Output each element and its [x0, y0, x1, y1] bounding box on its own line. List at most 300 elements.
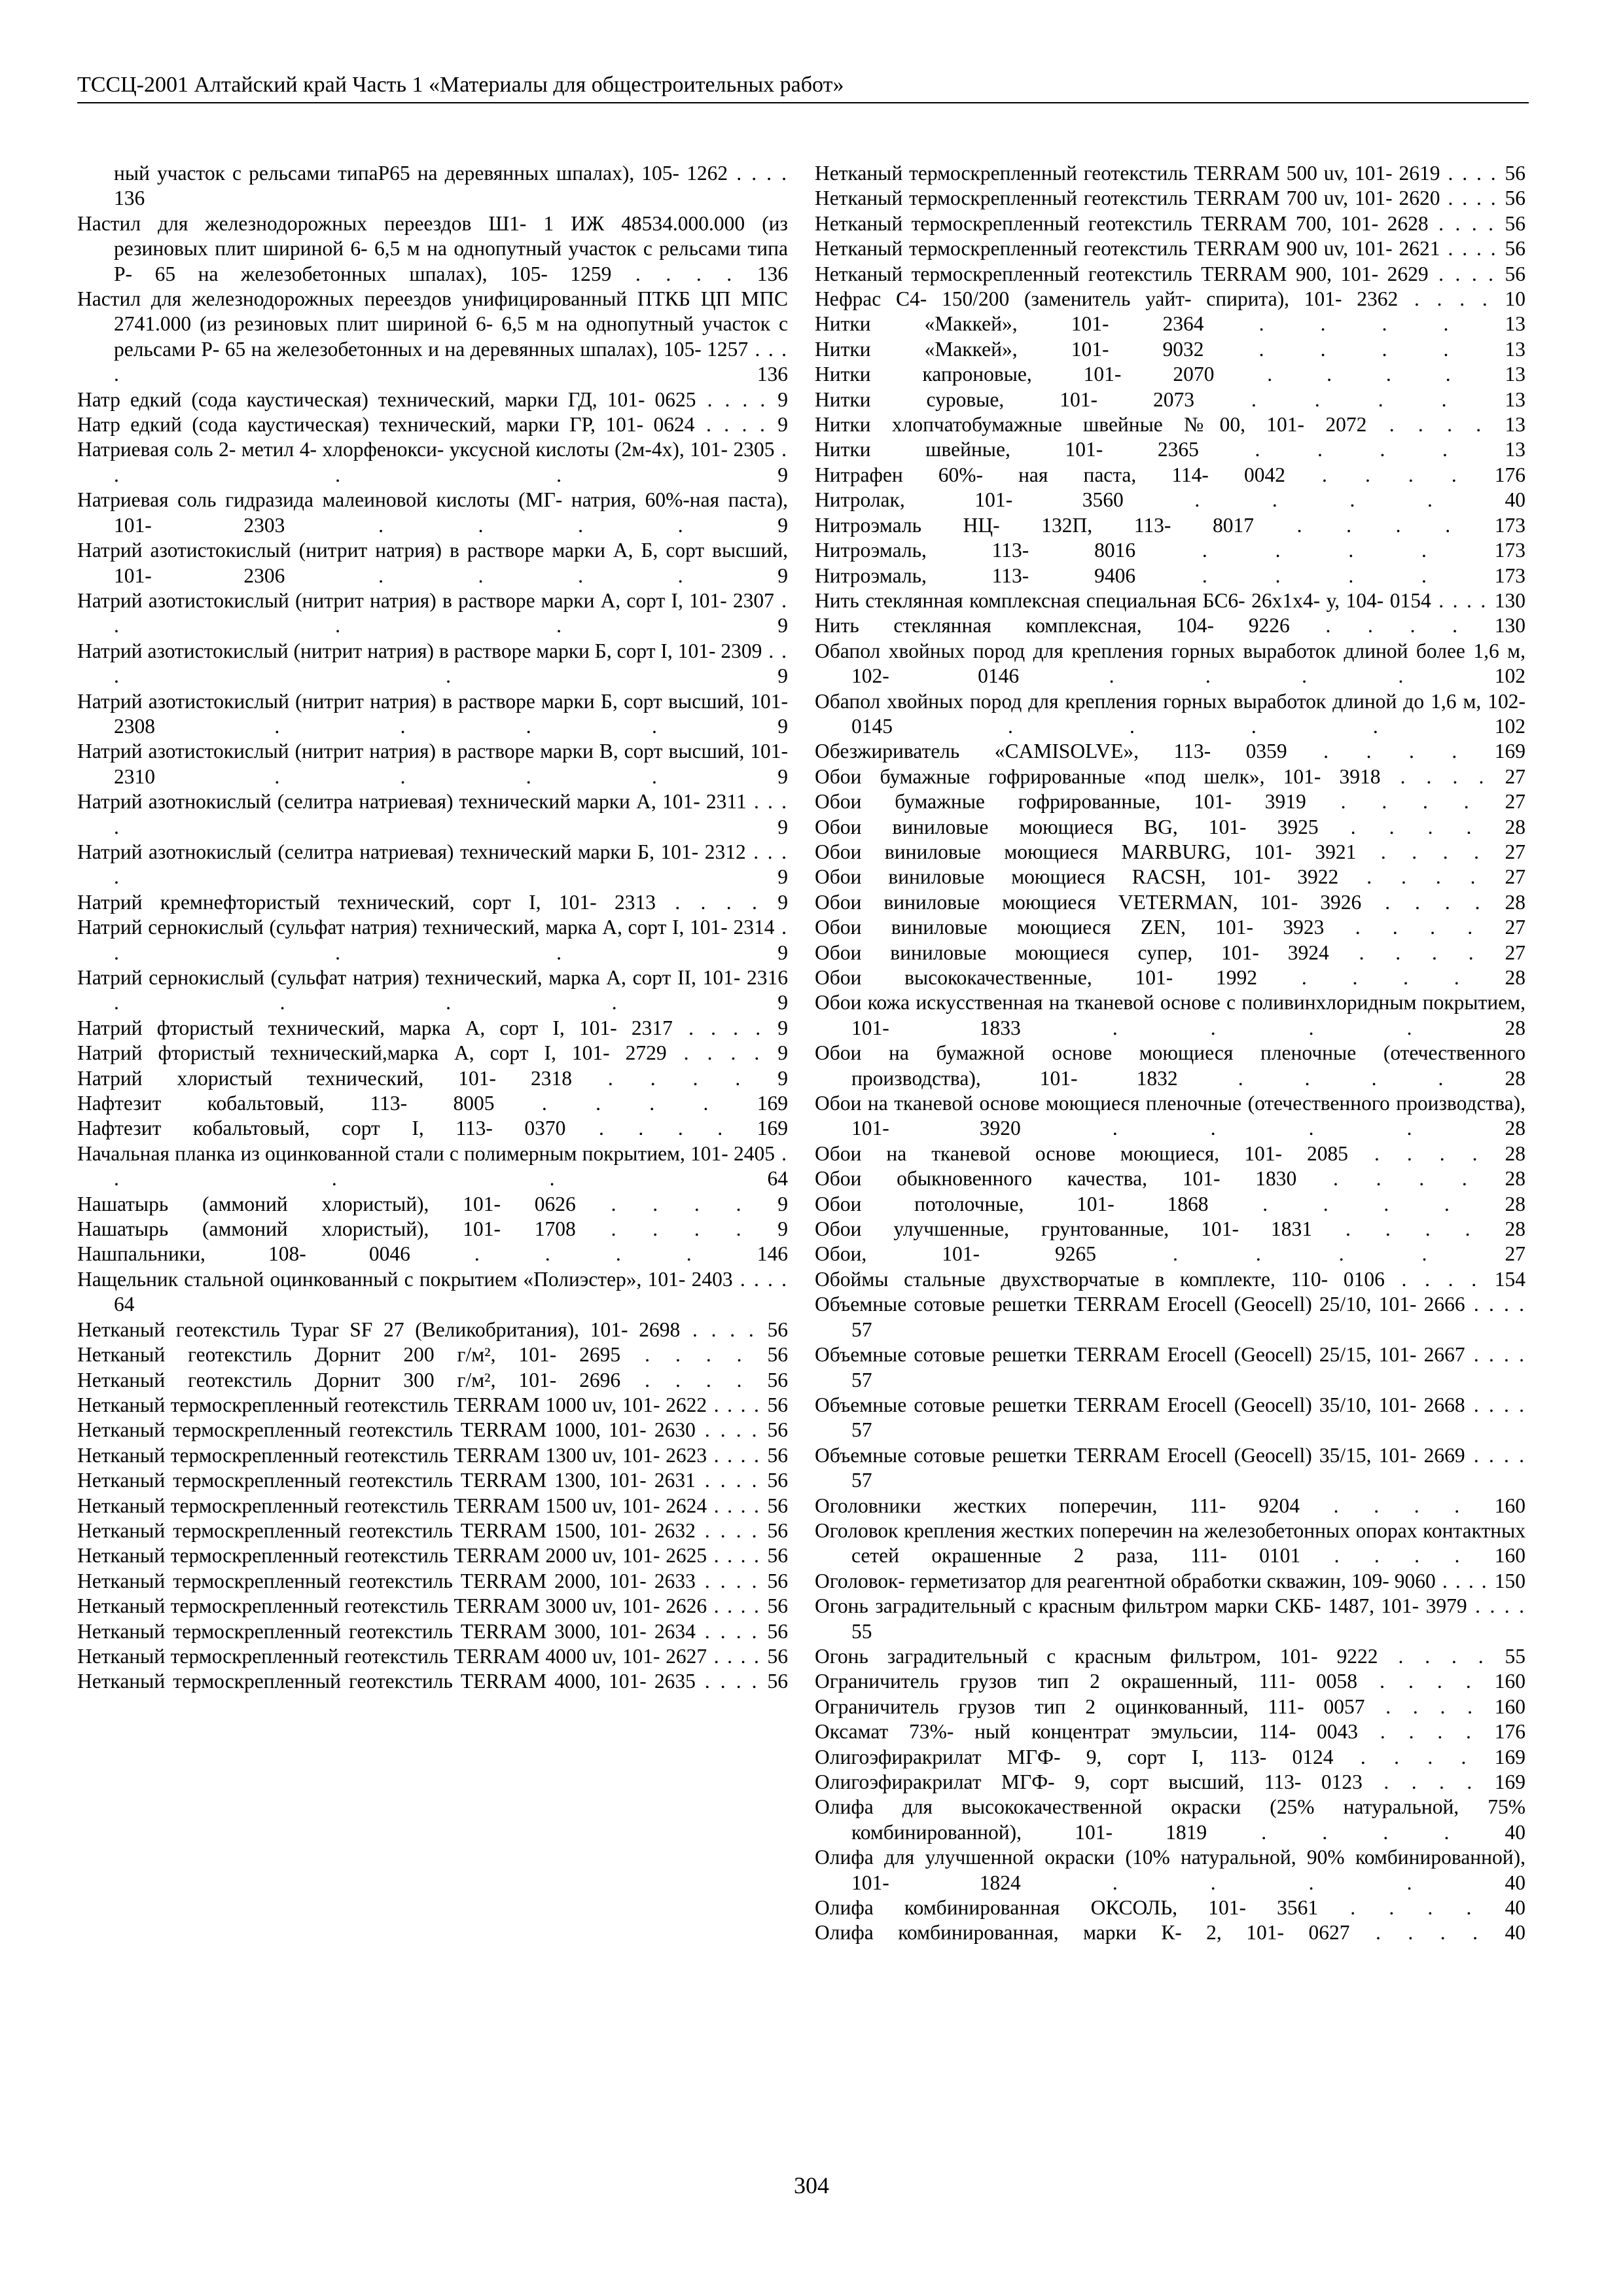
entry-text: Ограничитель грузов тип 2 оцинкованный, 111- 0057: [815, 1695, 1365, 1718]
leader-dots: . . . .: [1347, 1141, 1505, 1165]
entry-text: Олифа для высококачественной окраски (25% натуральной, 75% комбинированной), 101- 1819: [815, 1795, 1525, 1844]
leader-dots: . . . .: [1019, 664, 1495, 688]
index-entry: [815, 513, 1525, 538]
leader-dots: . . . .: [494, 1092, 757, 1115]
leader-dots: . . . .: [285, 564, 778, 587]
entry-page: 9: [777, 664, 788, 688]
entry-text: Нетканый термоскрепленный геотекстиль TERRAM 900 uv, 101- 2621: [815, 237, 1440, 260]
entry-page: 40: [1505, 1820, 1525, 1844]
index-entry: [815, 941, 1525, 965]
index-entry: [77, 1494, 788, 1518]
leader-dots: . . . .: [1020, 1871, 1505, 1894]
entry-text: Натрий фтористый технический,марка А, сорт I, 101- 2729: [77, 1041, 667, 1065]
entry-text: Нитки хлопчатобумажные швейные №00, 101- 2072: [815, 413, 1367, 437]
leader-dots: . . . .: [707, 1494, 768, 1517]
entry-page: 9: [777, 764, 788, 788]
index-entry: [77, 1418, 788, 1443]
entry-text: Обои бумажные гофрированные «под шелк», 101- 3918: [815, 764, 1381, 788]
index-entry: [77, 1619, 788, 1644]
entry-text: Начальная планка из оцинкованной стали с полимерным покрытием, 101- 2405: [77, 1141, 775, 1165]
entry-page: 28: [1505, 1167, 1526, 1191]
entry-page: 56: [1505, 162, 1526, 185]
leader-dots: . . . .: [1123, 488, 1505, 512]
leader-dots: . . . .: [114, 790, 789, 838]
entry-page: 56: [767, 1494, 789, 1517]
leader-dots: . . . .: [1318, 815, 1505, 838]
entry-text: Нетканый термоскрепленный геотекстиль TERRAM 2000, 101- 2633: [77, 1569, 696, 1592]
entry-page: 40: [1505, 488, 1526, 512]
leader-dots: . . . .: [1431, 588, 1495, 612]
entry-page: 130: [1494, 614, 1525, 637]
running-header: ТССЦ-2001 Алтайский край Часть 1 «Материалы для общестроительных работ»: [77, 71, 1529, 103]
index-entry: [815, 1895, 1525, 1920]
leader-dots: . . . .: [285, 513, 778, 537]
index-entry: [815, 639, 1525, 689]
index-entry: [77, 1066, 788, 1091]
index-entry: [815, 1242, 1525, 1266]
leader-dots: . . . .: [696, 387, 778, 411]
index-entry: [815, 613, 1525, 638]
entry-page: 9: [777, 1066, 788, 1090]
index-entry: [815, 840, 1525, 865]
leader-dots: . . . .: [114, 1141, 789, 1191]
entry-text: Нетканый термоскрепленный геотекстиль TERRAM 1500, 101- 2632: [77, 1518, 696, 1542]
leader-dots: . . . .: [1467, 1594, 1526, 1618]
entry-text: Натрий кремнефтористый технический, сорт I, 101- 2313: [77, 890, 656, 914]
index-entry: [77, 1141, 788, 1192]
index-entry: [815, 1267, 1525, 1292]
entry-text: Натрий азотистокислый (нитрит натрия) в растворе марки А, Б, сорт высший, 101- 2306: [77, 539, 788, 587]
index-entry: [77, 1342, 788, 1367]
entry-text: Нитроэмаль, 113- 8016: [815, 539, 1136, 562]
entry-page: 56: [1505, 187, 1526, 210]
entry-page: 56: [767, 1569, 789, 1592]
entry-text: Нитки швейные, 101- 2365: [815, 438, 1199, 461]
entry-page: 56: [767, 1619, 789, 1643]
entry-page: 13: [1505, 363, 1525, 386]
entry-text: Нитроэмаль НЦ- 132П, 113- 8017: [815, 513, 1254, 537]
leader-dots: . . . .: [1306, 790, 1505, 814]
leader-dots: . . . .: [1194, 387, 1505, 411]
leader-dots: . . . .: [1465, 1393, 1525, 1416]
entry-text: Нефрас С4- 150/200 (заменитель уайт- спирита), 101- 2362: [815, 287, 1399, 311]
leader-dots: . . . .: [114, 840, 788, 889]
entry-text: Объемные сотовые решетки TERRAM Erocell (Geocell) 35/10, 101- 2668: [815, 1393, 1465, 1416]
entry-page: 150: [1494, 1569, 1525, 1592]
leader-dots: . . . .: [666, 1041, 778, 1065]
leader-dots: . . . .: [680, 1318, 768, 1341]
entry-page: 55: [851, 1619, 872, 1643]
index-entry: [815, 915, 1525, 940]
leader-dots: . . . .: [1135, 539, 1495, 562]
entry-text: Олифа для улучшенной окраски (10% натуральной, 90% комбинированной), 101- 1824: [815, 1846, 1525, 1894]
entry-page: 102: [1494, 714, 1525, 738]
index-entry: [77, 1518, 788, 1543]
entry-text: Нетканый геотекстиль Typar SF 27 (Великобритания), 101- 2698: [77, 1318, 681, 1341]
leader-dots: . . . .: [1398, 287, 1505, 311]
leader-dots: . . . .: [114, 639, 788, 688]
index-entry: [815, 186, 1525, 211]
entry-page: 160: [1494, 1544, 1525, 1568]
leader-dots: . . . .: [707, 1544, 768, 1568]
entry-page: 57: [851, 1318, 872, 1341]
index-entry: [77, 412, 788, 437]
index-entry: [815, 689, 1525, 740]
entry-text: Нитки «Маккей», 101- 9032: [815, 337, 1204, 361]
entry-page: 169: [757, 1092, 789, 1115]
index-entry: [815, 337, 1525, 362]
leader-dots: . . . .: [1465, 1293, 1525, 1316]
entry-page: 136: [757, 363, 788, 386]
entry-text: Оголовники жестких поперечин, 111- 9204: [815, 1494, 1300, 1517]
index-entry: [815, 564, 1525, 588]
entry-page: 56: [767, 1418, 789, 1442]
entry-page: 28: [1505, 1066, 1525, 1090]
entry-page: 9: [777, 815, 788, 838]
entry-text: Натрий сернокислый (сульфат натрия) технический, марка А, сорт II, 101- 2316: [77, 966, 788, 989]
leader-dots: . . . .: [410, 1242, 757, 1266]
leader-dots: . . . .: [1020, 1016, 1505, 1039]
entry-page: 56: [767, 1518, 789, 1542]
index-entry: [815, 437, 1525, 462]
entry-text: Натрий азотистокислый (нитрит натрия) в растворе марки Б, сорт I, 101- 2309: [77, 639, 762, 662]
entry-page: 28: [1505, 815, 1525, 838]
leader-dots: . . . .: [1361, 890, 1505, 914]
leader-dots: . . . .: [1318, 1896, 1505, 1920]
leader-dots: . . . .: [620, 1368, 768, 1391]
entry-page: 136: [114, 187, 145, 210]
entry-page: 64: [767, 1167, 788, 1191]
index-entry: [77, 965, 788, 1016]
index-entry: [815, 287, 1525, 312]
entry-text: Оголовок- герметизатор для реагентной обработки скважин, 109- 9060: [815, 1569, 1436, 1592]
entry-text: Нить стеклянная комплексная, 104- 9226: [815, 614, 1290, 637]
index-entry: [77, 161, 788, 211]
entry-text: Нашатырь (аммоний хлористый), 101- 0626: [77, 1192, 576, 1215]
index-entry: [815, 488, 1525, 512]
entry-text: Нитрафен 60%- ная паста, 114- 0042: [815, 463, 1285, 486]
entry-page: 28: [1505, 1016, 1526, 1039]
entry-text: Объемные сотовые решетки TERRAM Erocell (Geocell) 25/10, 101- 2666: [815, 1293, 1465, 1316]
entry-page: 56: [767, 1318, 789, 1341]
index-entry: [77, 1217, 788, 1242]
entry-page: 28: [1505, 890, 1526, 914]
leader-dots: . . . .: [1364, 1695, 1495, 1718]
index-entry: [77, 1393, 788, 1418]
entry-text: Нетканый термоскрепленный геотекстиль TERRAM 700, 101- 2628: [815, 211, 1429, 235]
index-entry: [815, 764, 1525, 789]
entry-page: 9: [777, 941, 788, 964]
entry-text: Нетканый термоскрепленный геотекстиль TERRAM 2000 uv, 101- 2625: [77, 1544, 707, 1568]
leader-dots: . . . .: [695, 1619, 768, 1643]
index-entry: [815, 1443, 1525, 1494]
entry-page: 176: [1494, 1720, 1526, 1744]
entry-page: 56: [767, 1670, 789, 1693]
entry-page: 146: [757, 1242, 788, 1266]
entry-page: 173: [1494, 564, 1526, 587]
leader-dots: . . . .: [1380, 764, 1505, 788]
leader-dots: . . . .: [707, 1644, 768, 1668]
entry-text: Оксамат 73%- ный концентрат эмульсии, 114- 0043: [815, 1720, 1359, 1744]
entry-text: Натрий азотистокислый (нитрит натрия) в растворе марки В, сорт высший, 101- 2310: [77, 740, 788, 788]
entry-page: 56: [767, 1644, 789, 1668]
entry-page: 13: [1505, 387, 1526, 411]
entry-page: 13: [1505, 438, 1526, 461]
entry-text: Нафтезит кобальтовый, сорт I, 113- 0370: [77, 1117, 566, 1140]
index-entry: [815, 1292, 1525, 1342]
entry-page: 9: [777, 513, 789, 537]
entry-text: Нетканый термоскрепленный геотекстиль TERRAM 900, 101- 2629: [815, 262, 1429, 285]
entry-page: 28: [1505, 966, 1525, 989]
leader-dots: . . . .: [1349, 1921, 1505, 1945]
entry-text: Нафтезит кобальтовый, 113- 8005: [77, 1092, 495, 1115]
entry-text: Нитки «Маккей», 101- 2364: [815, 312, 1204, 336]
entry-page: 55: [1505, 1644, 1526, 1668]
entry-text: Натрий сернокислый (сульфат натрия) технический, марка А, сорт I, 101- 2314: [77, 916, 775, 939]
leader-dots: . . . .: [1208, 1192, 1505, 1215]
index-entry: [815, 1342, 1525, 1393]
index-entry: [77, 1543, 788, 1568]
entry-text: Нашатырь (аммоний хлористый), 101- 1708: [77, 1217, 576, 1241]
entry-text: Нащельник стальной оцинкованный с покрытием «Полиэстер», 101- 2403: [77, 1267, 733, 1291]
entry-page: 28: [1505, 1141, 1526, 1165]
entry-text: Обои на бумажной основе моющиеся пленочные (отечественного производства), 101- 1832: [815, 1041, 1525, 1090]
index-entry: [815, 789, 1525, 814]
entry-text: Нетканый термоскрепленный геотекстиль TERRAM 1500 uv, 101- 2624: [77, 1494, 707, 1517]
entry-page: 9: [777, 1217, 789, 1241]
entry-text: Обои виниловые моющиеся BG, 101- 3925: [815, 815, 1319, 838]
index-entry: [815, 312, 1525, 336]
leader-dots: . . . .: [1440, 237, 1505, 260]
leader-dots: . . . .: [1324, 916, 1505, 939]
entry-text: Нетканый геотекстиль Дорнит 300 г/м², 101- 2696: [77, 1368, 621, 1391]
entry-page: 169: [757, 1117, 788, 1140]
entry-page: 9: [777, 564, 789, 587]
index-column-right: [815, 161, 1525, 1946]
entry-page: 130: [1494, 588, 1525, 612]
entry-text: Настил для железнодорожных переездов унифицированный ПТКБ ЦП МПС 2741.000 (из резиновых плит шириной 6- 6,5 м на однопутный участок с рельсами Р- 65 на железобетонных и на деревянных шпалах), 105- 1257: [77, 287, 788, 361]
entry-text: Обои виниловые моющиеся супер, 101- 3924: [815, 941, 1329, 964]
leader-dots: . . . .: [1428, 262, 1505, 285]
index-entry: [815, 865, 1525, 889]
leader-dots: . . . .: [1207, 1820, 1505, 1844]
leader-dots: . . . .: [732, 1267, 788, 1291]
entry-text: Олифа комбинированная ОКСОЛЬ, 101- 3561: [815, 1896, 1319, 1920]
entry-page: 9: [777, 463, 788, 486]
entry-page: 9: [777, 865, 788, 889]
leader-dots: . . . .: [1366, 413, 1505, 437]
leader-dots: . . . .: [672, 1016, 778, 1039]
entry-text: Натрий азотистокислый (нитрит натрия) в растворе марки Б, сорт высший, 101- 2308: [77, 689, 788, 738]
index-entry: [77, 1016, 788, 1041]
entry-page: 13: [1505, 413, 1525, 437]
entry-text: Нитки суровые, 101- 2073: [815, 387, 1194, 411]
entry-text: Оголовок крепления жестких поперечин на железобетонных опорах контактных сетей окрашенные 2 раза, 111- 0101: [815, 1518, 1525, 1568]
leader-dots: . . . .: [1300, 1544, 1495, 1568]
leader-dots: . . . .: [1296, 1167, 1505, 1191]
entry-page: 56: [767, 1343, 788, 1367]
index-entry: [815, 1217, 1525, 1242]
leader-dots: . . . .: [575, 1217, 778, 1241]
leader-dots: . . . .: [114, 588, 789, 637]
index-entry: [815, 1041, 1525, 1091]
entry-text: Настил для железнодорожных переездов Ш1- 1 ИЖ 48534.000.000 (из резиновых плит шириной 6- 6,5 м на однопутный участок с рельсами типа Р- 65 на железобетонных шпалах), 105- 1259: [77, 211, 788, 285]
entry-page: 160: [1494, 1695, 1525, 1718]
index-entry: [815, 1644, 1525, 1669]
entry-page: 169: [1494, 1770, 1526, 1793]
entry-page: 27: [1505, 1242, 1525, 1266]
leader-dots: . . . .: [571, 1066, 778, 1090]
index-entry: [77, 1468, 788, 1493]
entry-text: Обапол хвойных пород для крепления горных выработок длиной до 1,6 м, 102- 0145: [815, 689, 1525, 738]
entry-page: 27: [1505, 865, 1525, 889]
entry-text: Нетканый термоскрепленный геотекстиль TERRAM 3000 uv, 101- 2626: [77, 1594, 707, 1618]
index-entry: [77, 1443, 788, 1468]
index-entry: [815, 538, 1525, 563]
index-entry: [815, 1569, 1525, 1594]
entry-text: Обои на тканевой основе моющиеся пленочные (отечественного производства), 101- 3920: [815, 1092, 1525, 1140]
entry-page: 56: [1505, 211, 1525, 235]
entry-page: 40: [1505, 1871, 1526, 1894]
leader-dots: . . . .: [1356, 840, 1505, 863]
entry-page: 56: [767, 1443, 789, 1467]
leader-dots: . . . .: [694, 413, 778, 437]
leader-dots: . . . .: [1285, 463, 1495, 486]
index-entry: [77, 1368, 788, 1393]
leader-dots: . . . .: [611, 262, 757, 285]
entry-page: 154: [1494, 1267, 1526, 1291]
entry-page: 173: [1494, 513, 1525, 537]
index-entry: [77, 287, 788, 387]
entry-text: Обои улучшенные, грунтованные, 101- 1831: [815, 1217, 1312, 1241]
leader-dots: . . . .: [1333, 1745, 1495, 1768]
entry-page: 56: [1505, 262, 1525, 285]
leader-dots: . . . .: [655, 890, 778, 914]
entry-page: 28: [1505, 1192, 1525, 1215]
leader-dots: . . . .: [1135, 564, 1495, 587]
entry-text: Натриевая соль 2- метил 4- хлорфенокси- уксусной кислоты (2м-4х), 101- 2305: [77, 438, 775, 461]
entry-page: 40: [1505, 1896, 1525, 1920]
entry-page: 28: [1505, 1117, 1526, 1140]
index-entry: [815, 990, 1525, 1041]
leader-dots: . . . .: [1428, 211, 1505, 235]
leader-dots: . . . .: [893, 714, 1495, 738]
leader-dots: . . . .: [1253, 513, 1495, 537]
entry-text: Огонь заградительный с красным фильтром марки СКБ- 1487, 101- 3979: [815, 1594, 1467, 1618]
index-entry: [815, 387, 1525, 412]
leader-dots: . . . .: [1357, 1670, 1495, 1693]
entry-text: Нитки капроновые, 101- 2070: [815, 363, 1215, 386]
index-entry: [77, 1192, 788, 1217]
leader-dots: . . . .: [114, 337, 789, 386]
leader-dots: . . . .: [1465, 1343, 1525, 1367]
entry-text: Огонь заградительный с красным фильтром, 101- 9222: [815, 1644, 1378, 1668]
leader-dots: . . . .: [565, 1117, 757, 1140]
entry-page: 56: [767, 1393, 789, 1416]
index-entry: [77, 538, 788, 588]
entry-text: Натр едкий (сода каустическая) технический, марки ГД, 101- 0625: [77, 387, 696, 411]
index-entry: [77, 437, 788, 488]
entry-text: Нитроэмаль, 113- 9406: [815, 564, 1136, 587]
leader-dots: . . . .: [1338, 865, 1505, 889]
index-entry: [815, 965, 1525, 990]
index-entry: [77, 387, 788, 412]
index-entry: [815, 1494, 1525, 1518]
index-entry: [815, 1920, 1525, 1945]
entry-page: 64: [114, 1293, 135, 1316]
entry-text: Обои потолочные, 101- 1868: [815, 1192, 1209, 1215]
leader-dots: . . . .: [1384, 1267, 1495, 1291]
entry-page: 9: [777, 890, 789, 914]
entry-text: Ограничитель грузов тип 2 окрашенный, 111- 0058: [815, 1670, 1358, 1693]
index-entry: [815, 161, 1525, 186]
entry-page: 9: [777, 1192, 789, 1215]
leader-dots: . . . .: [1300, 1494, 1495, 1517]
index-entry: [815, 1669, 1525, 1694]
leader-dots: . . . .: [1311, 1217, 1505, 1241]
entry-page: 9: [777, 991, 788, 1014]
entry-text: Обои обыкновенного качества, 101- 1830: [815, 1167, 1297, 1191]
index-entry: [815, 1695, 1525, 1719]
entry-text: Обои бумажные гофрированные, 101- 3919: [815, 790, 1306, 814]
entry-page: 9: [777, 413, 789, 437]
entry-page: 10: [1505, 287, 1525, 311]
entry-page: 28: [1505, 1217, 1525, 1241]
leader-dots: . . . .: [707, 1594, 768, 1618]
leader-dots: . . . .: [1440, 162, 1505, 185]
index-entry: [815, 463, 1525, 488]
index-entry: [77, 1569, 788, 1594]
entry-page: 57: [851, 1368, 872, 1391]
entry-text: Натрий азотнокислый (селитра натриевая) технический марки А, 101- 2311: [77, 790, 747, 814]
entry-text: ный участок с рельсами типаР65 на деревянных шпалах), 105- 1262: [114, 162, 728, 185]
index-entry: [815, 815, 1525, 840]
leader-dots: . . . .: [1214, 363, 1505, 386]
index-entry: [815, 1845, 1525, 1895]
entry-page: 27: [1505, 764, 1526, 788]
index-entry: [77, 1318, 788, 1342]
index-entry: [815, 1518, 1525, 1569]
entry-text: Обои виниловые моющиеся VETERMAN, 101- 3926: [815, 890, 1362, 914]
entry-text: Нетканый термоскрепленный геотекстиль TERRAM 1000, 101- 2630: [77, 1418, 696, 1442]
entry-text: Обои, 101- 9265: [815, 1242, 1096, 1266]
leader-dots: . . . .: [1362, 1770, 1495, 1793]
entry-page: 169: [1494, 1745, 1526, 1768]
entry-text: Натрий фтористый технический, марка А, сорт I, 101- 2317: [77, 1016, 673, 1039]
index-entry: [77, 840, 788, 890]
entry-text: Нетканый термоскрепленный геотекстиль TERRAM 4000, 101- 2635: [77, 1670, 696, 1693]
entry-page: 13: [1505, 312, 1525, 336]
leader-dots: . . . .: [1096, 1242, 1505, 1266]
entry-text: Объемные сотовые решетки TERRAM Erocell (Geocell) 35/15, 101- 2669: [815, 1443, 1465, 1467]
leader-dots: . . . .: [155, 714, 778, 738]
entry-text: Натрий хлористый технический, 101- 2318: [77, 1066, 572, 1090]
entry-text: Нетканый термоскрепленный геотекстиль TERRAM 1300, 101- 2631: [77, 1469, 696, 1492]
leader-dots: . . . .: [1435, 1569, 1495, 1592]
entry-text: Нетканый геотекстиль Дорнит 200 г/м², 101- 2695: [77, 1343, 621, 1367]
entry-page: 176: [1494, 463, 1525, 486]
index-entry: [77, 1594, 788, 1619]
index-entry: [815, 262, 1525, 287]
index-entry: [815, 236, 1525, 261]
index-entry: [77, 1669, 788, 1694]
leader-dots: . . . .: [1204, 312, 1505, 336]
entry-text: Обои высококачественные, 101- 1992: [815, 966, 1258, 989]
leader-dots: . . . .: [695, 1418, 768, 1442]
entry-text: Нетканый термоскрепленный геотекстиль TERRAM 1000 uv, 101- 2622: [77, 1393, 707, 1416]
index-entry: [815, 1192, 1525, 1217]
entry-page: 57: [851, 1418, 872, 1442]
